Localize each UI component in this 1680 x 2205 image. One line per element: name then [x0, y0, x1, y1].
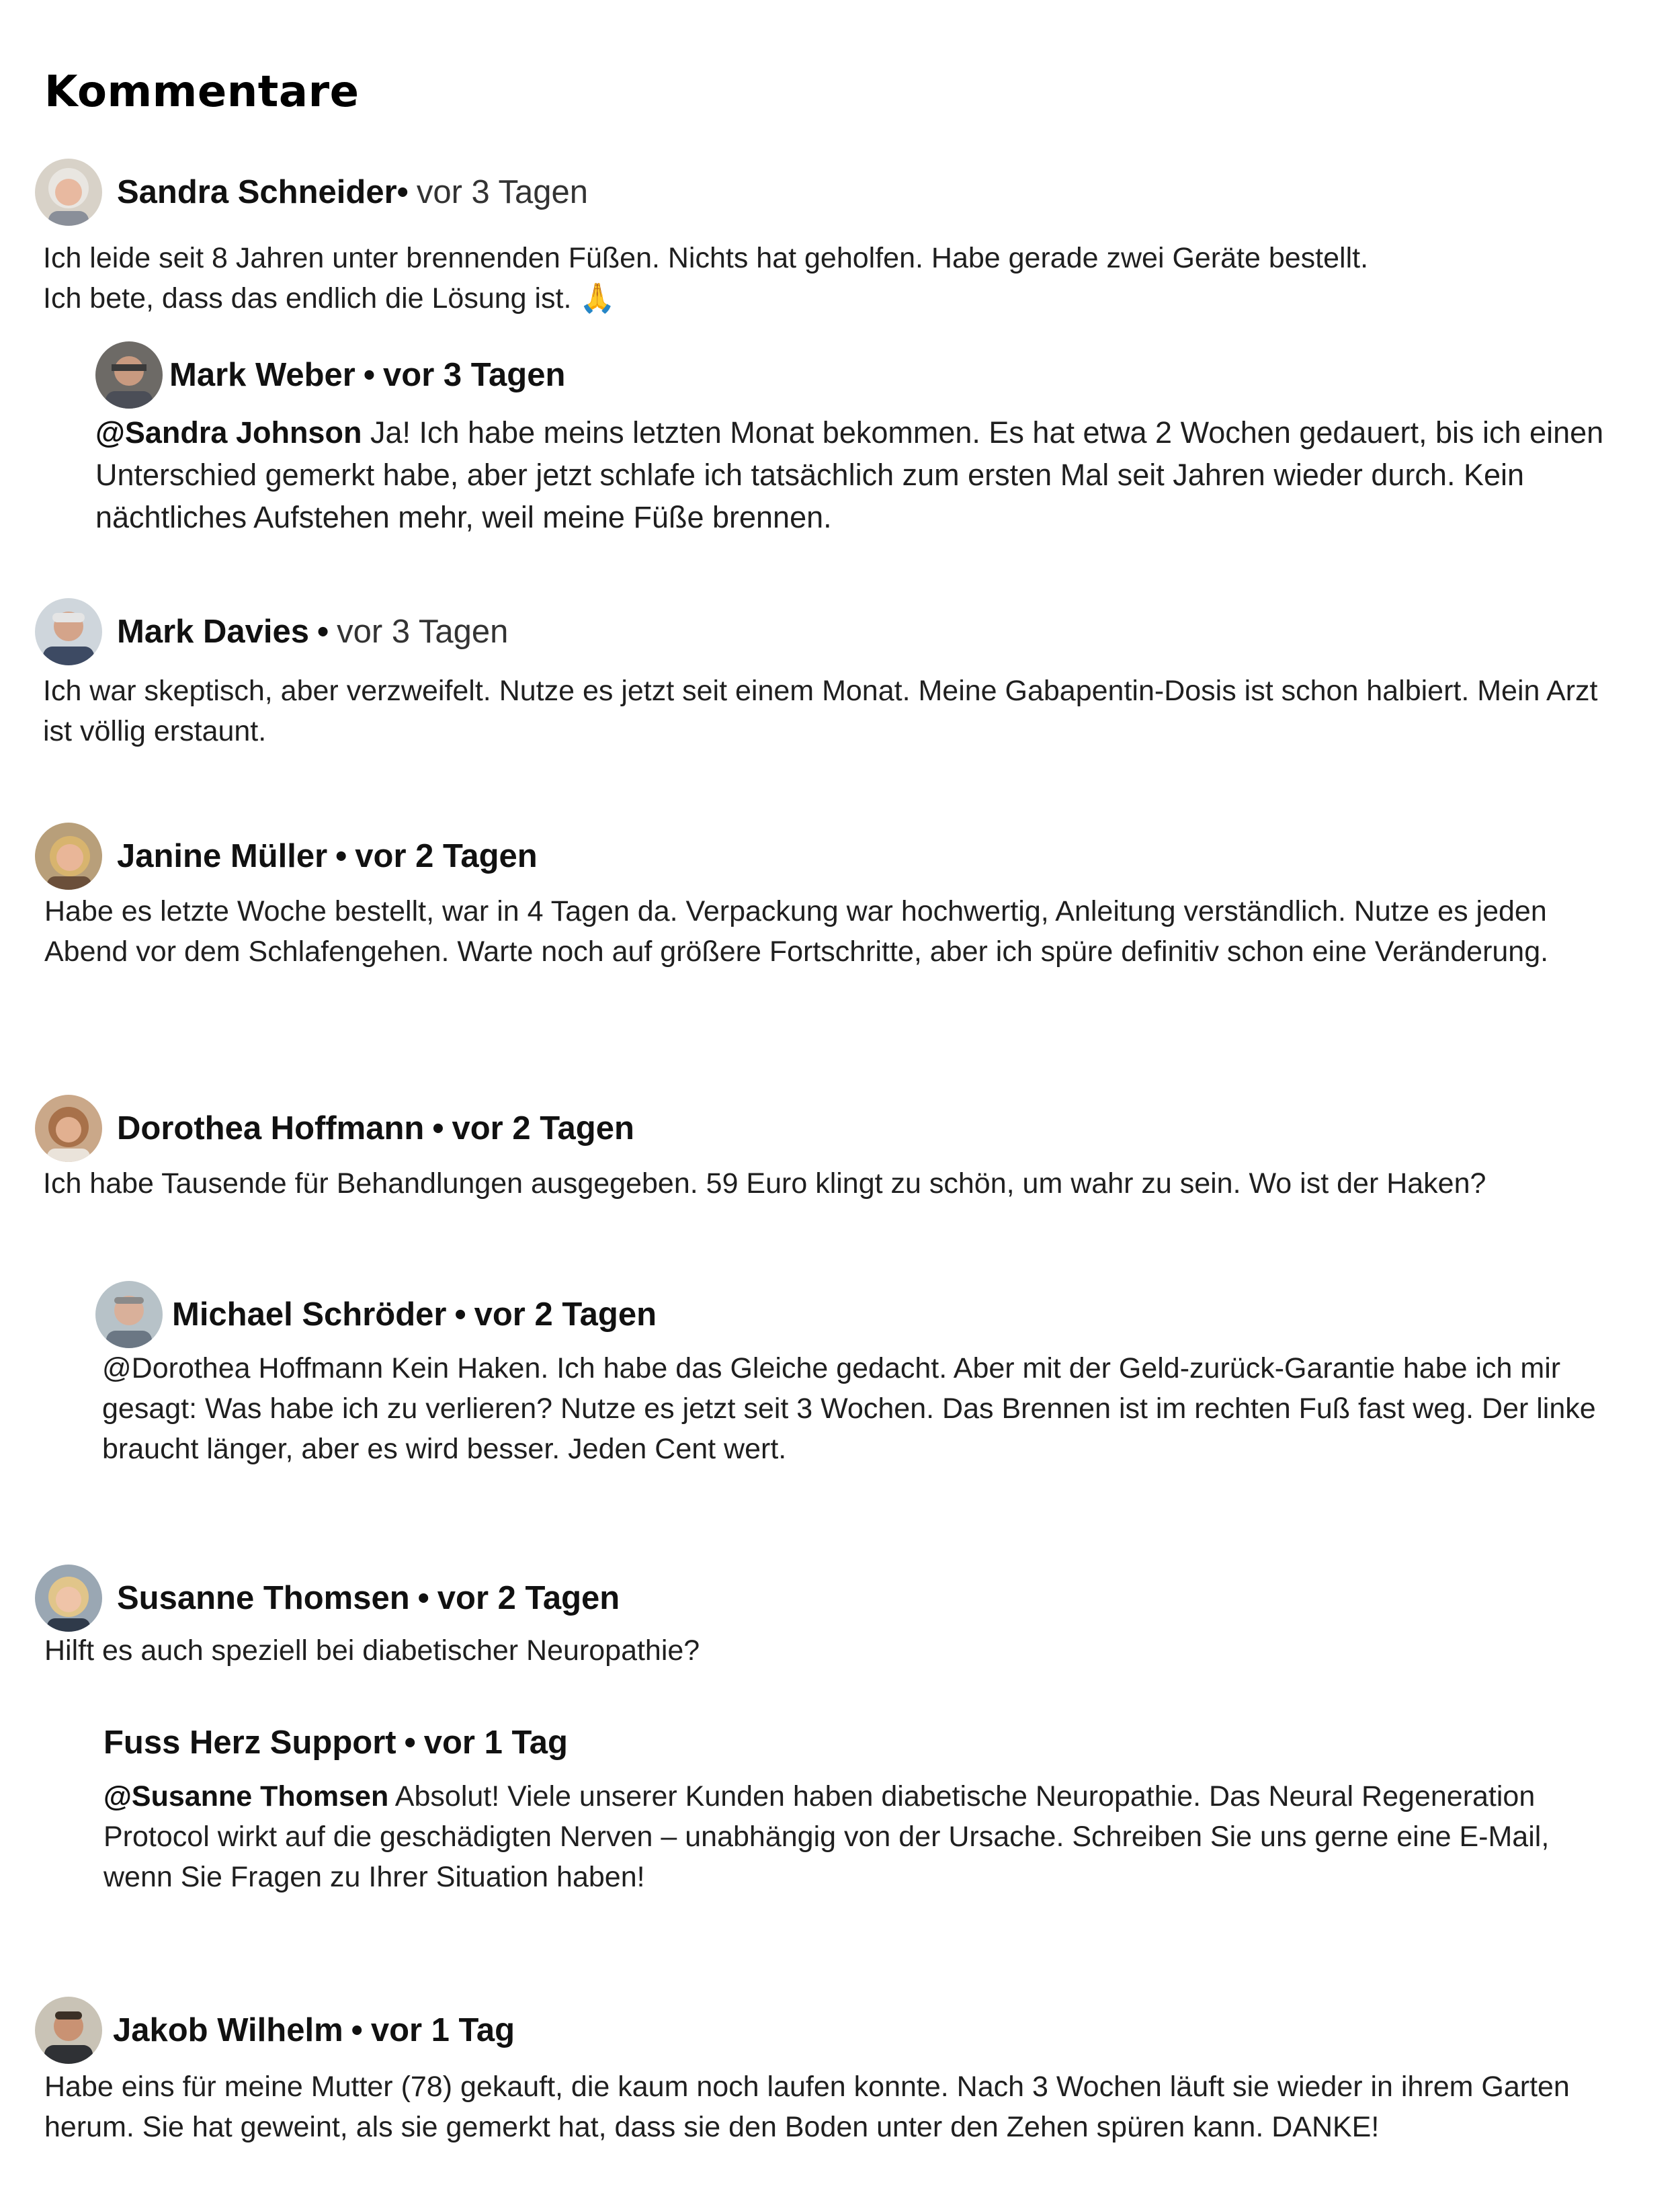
comment-header: [103, 1712, 568, 1773]
comment-author[interactable]: Sandra Schneider: [117, 174, 397, 210]
avatar[interactable]: [35, 823, 102, 890]
comment-text: Hilft es auch speziell bei diabetischer Neuropathie?: [44, 1634, 700, 1667]
comment-author[interactable]: Susanne Thomsen: [117, 1580, 410, 1616]
praying-hands-icon: 🙏: [579, 282, 616, 315]
comment-time: vor 2 Tagen: [355, 838, 538, 874]
meta-separator: •: [404, 1724, 416, 1761]
comment-time: vor 1 Tag: [370, 2012, 515, 2048]
meta-separator: •: [363, 357, 376, 393]
comment-author[interactable]: Mark Davies: [117, 614, 310, 650]
comment-text: @Susanne Thomsen Absolut! Viele unserer Kunden haben diabetische Neuropathie. Das Neural Regeneration Protocol wirkt auf die geschädigten Nerven – unabhängig von der Ursache. Schreiben Sie uns gerne eine E-Mail, wenn Sie Fragen zu Ihrer Situation haben!: [103, 1780, 1550, 1893]
meta-separator: •: [335, 838, 347, 874]
avatar[interactable]: [35, 1565, 102, 1632]
comment-header: [35, 1095, 634, 1162]
meta-separator: •: [351, 2012, 363, 2048]
meta-separator: •: [317, 614, 329, 650]
avatar[interactable]: [35, 598, 102, 665]
comment-header: [95, 341, 565, 409]
meta-separator: •: [454, 1296, 466, 1333]
comment-header: [35, 823, 538, 890]
comment-author[interactable]: Mark Weber: [169, 357, 355, 393]
mention-link[interactable]: @Sandra Johnson: [95, 415, 362, 450]
comment-header: [95, 1281, 657, 1348]
comment-time: vor 3 Tagen: [383, 357, 566, 393]
mention-link[interactable]: @Susanne Thomsen: [103, 1780, 389, 1813]
comment-time: vor 1 Tag: [423, 1724, 568, 1761]
comment-author[interactable]: Janine Müller: [117, 838, 328, 874]
comment-text: @Sandra Johnson Ja! Ich habe meins letzten Monat bekommen. Es hat etwa 2 Wochen gedauert, bis ich einen Unterschied gemerkt habe, aber jetzt schlafe ich tatsächlich zum ersten Mal seit Jahren wieder durch. Kein nächtliches Aufstehen mehr, weil meine Füße brennen.: [95, 415, 1604, 534]
avatar[interactable]: [35, 1997, 102, 2064]
avatar[interactable]: [35, 1095, 102, 1162]
avatar[interactable]: [95, 1281, 163, 1348]
comment-time: vor 2 Tagen: [452, 1110, 634, 1147]
comment-text: [43, 238, 1609, 319]
comments-title: Kommentare: [44, 67, 360, 117]
comment-time: vor 3 Tagen: [337, 614, 509, 650]
comment-text: Habe es letzte Woche bestellt, war in 4 Tagen da. Verpackung war hochwertig, Anleitung verständlich. Nutze es jeden Abend vor dem Schlafengehen. Warte noch auf größere Fortschritte, aber ich spüre definitiv schon eine Veränderung.: [44, 895, 1549, 968]
meta-separator: •: [417, 1580, 429, 1616]
comment-text: Ich war skeptisch, aber verzweifelt. Nutze es jetzt seit einem Monat. Meine Gabapentin-Dosis ist schon halbiert. Mein Arzt ist völlig erstaunt.: [43, 675, 1598, 747]
comment-header: [35, 1565, 620, 1632]
comment-header: [35, 598, 508, 665]
comment-text: Habe eins für meine Mutter (78) gekauft, die kaum noch laufen konnte. Nach 3 Wochen läuft sie wieder in ihrem Garten herum. Sie hat geweint, als sie gemerkt hat, dass sie den Boden unter den Zehen spüren kann. DANKE!: [44, 2071, 1570, 2143]
comment-text-line: Ich bete, dass das endlich die Lösung ist.: [43, 282, 572, 315]
comment-time: vor 3 Tagen: [416, 174, 588, 210]
comment-text: @Dorothea Hoffmann Kein Haken. Ich habe das Gleiche gedacht. Aber mit der Geld-zurück-Garantie habe ich mir gesagt: Was habe ich zu verlieren? Nutze es jetzt seit 3 Wochen. Das Brennen ist im rechten Fuß fast weg. Der linke braucht länger, aber es wird besser. Jeden Cent wert.: [102, 1352, 1596, 1465]
comment-text: Ich habe Tausende für Behandlungen ausgegeben. 59 Euro klingt zu schön, um wahr zu sein. Wo ist der Haken?: [43, 1167, 1486, 1200]
comment-author[interactable]: Jakob Wilhelm: [113, 2012, 343, 2048]
avatar[interactable]: [95, 341, 163, 409]
comment-header: [35, 1997, 515, 2064]
comment-time: vor 2 Tagen: [437, 1580, 620, 1616]
comment-header: [35, 159, 588, 226]
avatar[interactable]: [35, 159, 102, 226]
comment-author[interactable]: Fuss Herz Support: [103, 1724, 396, 1761]
meta-separator: •: [396, 174, 409, 210]
comment-author[interactable]: Michael Schröder: [172, 1296, 447, 1333]
meta-separator: •: [432, 1110, 444, 1147]
comment-time: vor 2 Tagen: [474, 1296, 657, 1333]
comment-author[interactable]: Dorothea Hoffmann: [117, 1110, 425, 1147]
comment-text-line: Ich leide seit 8 Jahren unter brennenden Füßen. Nichts hat geholfen. Habe gerade zwei Geräte bestellt.: [43, 242, 1369, 274]
